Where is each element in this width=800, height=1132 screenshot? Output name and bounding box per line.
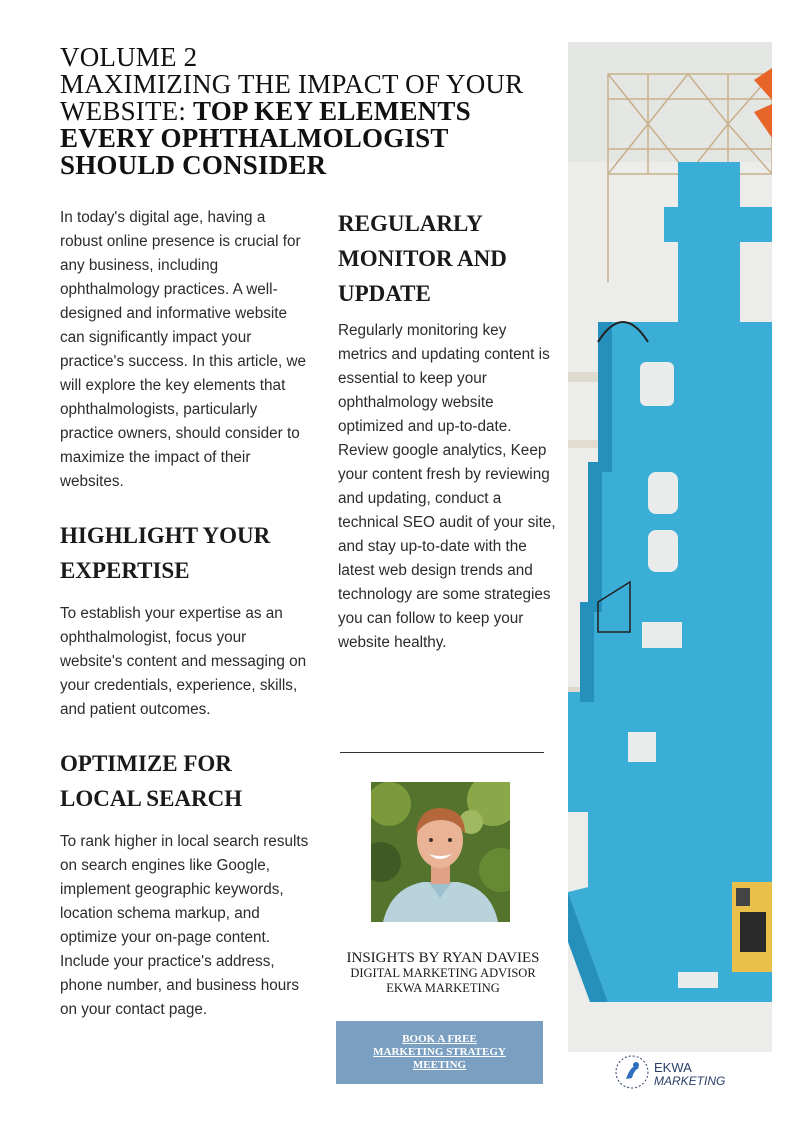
title-plain: MAXIMIZING THE IMPACT OF YOUR WEBSITE: <box>60 69 524 126</box>
local-search-paragraph: To rank higher in local search results on search engines like Google, implement geographic keywords, location schema markup, and optimize your on-page content. <box>60 833 309 946</box>
book-meeting-button[interactable] <box>336 1021 543 1084</box>
logo-sub: MARKETING <box>654 1074 726 1088</box>
middle-column <box>338 206 556 655</box>
logo-name: EKWA <box>654 1060 692 1075</box>
website-hero-image <box>568 42 772 1052</box>
local-search-heading: OPTIMIZE FOR LOCAL SEARCH <box>60 751 243 811</box>
expertise-heading: HIGHLIGHT YOUR EXPERTISE <box>60 523 271 583</box>
left-column <box>60 206 310 1022</box>
volume-label: VOLUME 2 <box>60 42 198 72</box>
monitor-paragraph: Regularly monitoring key metrics and updating content is essential to keep your ophthalmology website optimized and up-to-date. Review google analytics, Keep your content fresh by reviewing and updating, conduct a technical SEO audit of your site, and stay up-to-date with the latest web design trends and technology are some strategies you can follow to keep your website healthy. <box>338 322 556 651</box>
cta-line-1: BOOK A FREE <box>402 1033 477 1045</box>
page-title <box>60 44 560 179</box>
author-photo <box>371 782 510 922</box>
expertise-paragraph: To establish your expertise as an ophthalmologist, focus your website's content and messaging on your credentials, experience, skills, and patient outcomes. <box>60 605 307 718</box>
monitor-heading: REGULARLY MONITOR AND UPDATE <box>338 211 507 306</box>
ekwa-emblem-icon <box>612 1052 652 1092</box>
website-letters-illustration <box>568 42 772 1052</box>
divider <box>340 752 544 753</box>
title-bold: TOP KEY ELEMENTS EVERY OPHTHALMOLOGIST SHOULD CONSIDER <box>60 96 471 180</box>
author-byline: INSIGHTS BY RYAN DAVIES <box>346 950 540 966</box>
ekwa-logo <box>612 1052 752 1092</box>
intro-paragraph: In today's digital age, having a robust online presence is crucial for any business, including ophthalmology practices. A well-designed and informative website can significantly impact your practice's success. In this article, we will explore the key elements that ophthalmologists, particularly practice owners, should consider to maximize the impact of their websites. <box>60 209 307 490</box>
author-block <box>312 950 574 996</box>
author-role: DIGITAL MARKETING ADVISOR <box>350 966 536 980</box>
author-company: EKWA MARKETING <box>386 981 500 995</box>
author-portrait-image <box>371 782 510 922</box>
cta-line-2: MARKETING STRATEGY <box>373 1046 506 1058</box>
local-search-paragraph-2: Include your practice's address, phone number, and business hours on your contact page. <box>60 953 299 1018</box>
cta-line-3: MEETING <box>412 1059 467 1071</box>
